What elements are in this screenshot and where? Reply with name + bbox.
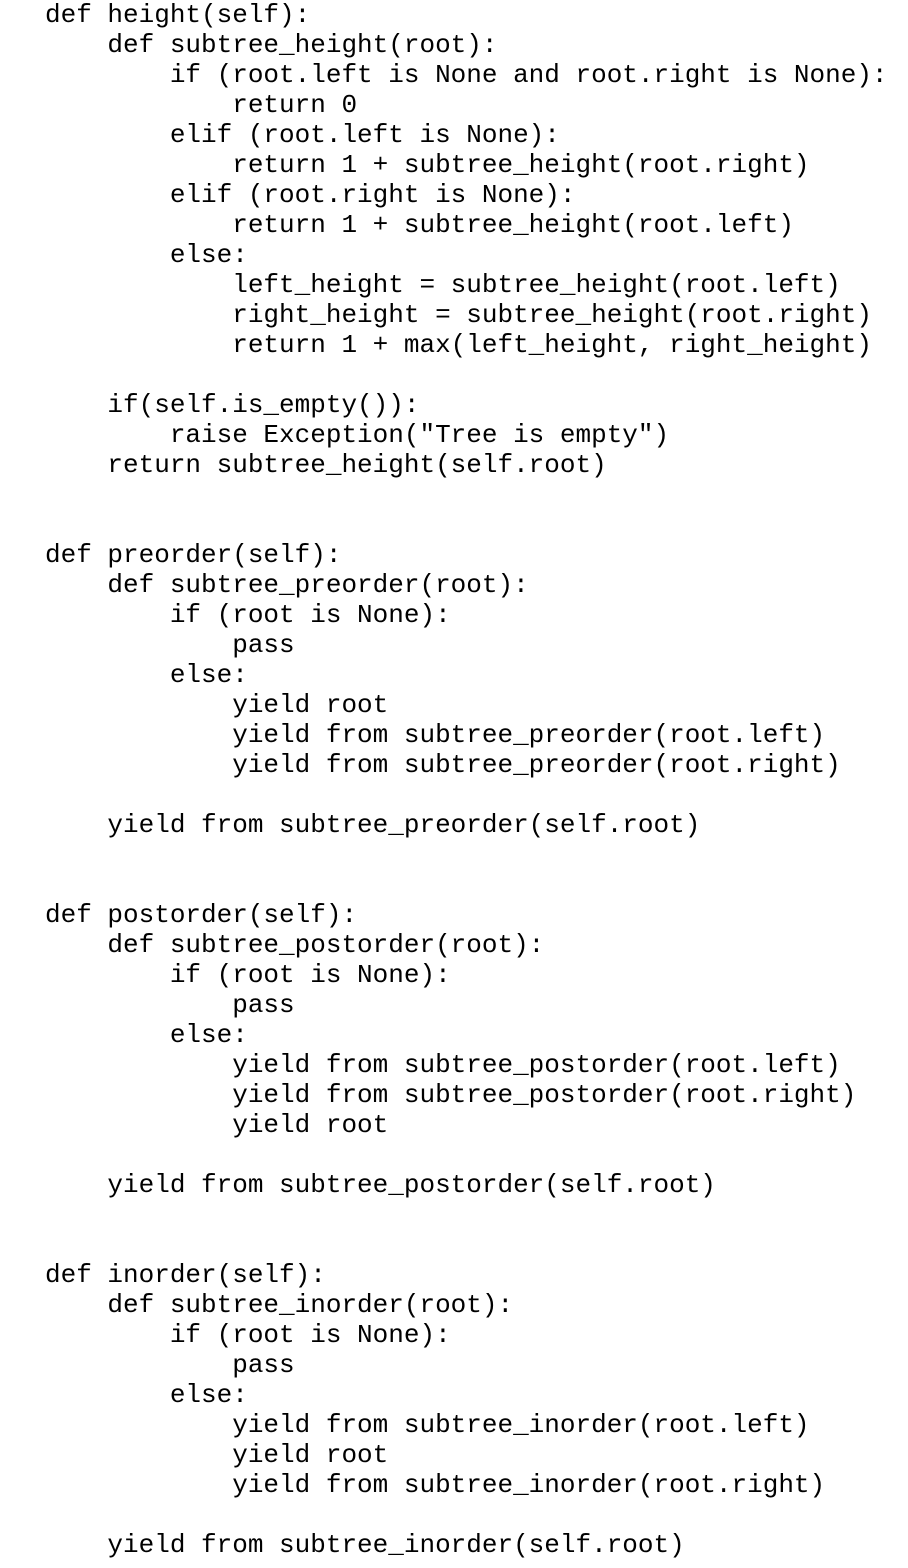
code-line: yield from subtree_inorder(root.left)	[45, 1410, 810, 1440]
code-line: def preorder(self):	[45, 540, 342, 570]
code-line: return 1 + max(left_height, right_height)	[45, 330, 872, 360]
blank-line	[45, 480, 905, 510]
code-line: pass	[45, 630, 295, 660]
blank-line	[45, 510, 905, 540]
blank-line	[45, 1140, 905, 1170]
code-line: def subtree_postorder(root):	[45, 930, 545, 960]
code-line: def postorder(self):	[45, 900, 358, 930]
blank-line	[45, 1200, 905, 1230]
code-line: yield root	[45, 1110, 389, 1140]
blank-line	[45, 1500, 905, 1530]
code-line: return 1 + subtree_height(root.right)	[45, 150, 810, 180]
code-line: yield from subtree_inorder(root.right)	[45, 1470, 826, 1500]
code-line: if (root.left is None and root.right is None):	[45, 60, 888, 90]
code-line: else:	[45, 660, 248, 690]
code-line: yield from subtree_preorder(root.left)	[45, 720, 826, 750]
code-line: yield from subtree_postorder(root.right)	[45, 1080, 857, 1110]
code-line: yield root	[45, 690, 389, 720]
code-line: def subtree_inorder(root):	[45, 1290, 514, 1320]
code-line: yield from subtree_preorder(root.right)	[45, 750, 841, 780]
code-line: else:	[45, 240, 248, 270]
blank-line	[45, 780, 905, 810]
code-line: elif (root.left is None):	[45, 120, 560, 150]
code-line: yield root	[45, 1440, 389, 1470]
code-line: return 0	[45, 90, 358, 120]
code-line: def inorder(self):	[45, 1260, 326, 1290]
code-line: pass	[45, 1350, 295, 1380]
code-listing	[45, 0, 905, 1568]
blank-line	[45, 360, 905, 390]
code-line: def height(self):	[45, 0, 311, 30]
code-line: yield from subtree_postorder(root.left)	[45, 1050, 841, 1080]
code-line: yield from subtree_preorder(self.root)	[45, 810, 701, 840]
code-line: if (root is None):	[45, 1320, 451, 1350]
code-line: right_height = subtree_height(root.right)	[45, 300, 872, 330]
code-line: elif (root.right is None):	[45, 180, 576, 210]
code-line: return 1 + subtree_height(root.left)	[45, 210, 794, 240]
code-line: if(self.is_empty()):	[45, 390, 420, 420]
code-line: yield from subtree_postorder(self.root)	[45, 1170, 716, 1200]
code-line: else:	[45, 1020, 248, 1050]
blank-line	[45, 1230, 905, 1260]
code-line: else:	[45, 1380, 248, 1410]
blank-line	[45, 840, 905, 870]
code-line: yield from subtree_inorder(self.root)	[45, 1530, 685, 1560]
code-line: if (root is None):	[45, 600, 451, 630]
code-line: left_height = subtree_height(root.left)	[45, 270, 841, 300]
code-line: raise Exception("Tree is empty")	[45, 420, 670, 450]
code-line: def subtree_preorder(root):	[45, 570, 529, 600]
code-line: if (root is None):	[45, 960, 451, 990]
blank-line	[45, 870, 905, 900]
code-line: return subtree_height(self.root)	[45, 450, 607, 480]
code-line: pass	[45, 990, 295, 1020]
code-line: def subtree_height(root):	[45, 30, 498, 60]
